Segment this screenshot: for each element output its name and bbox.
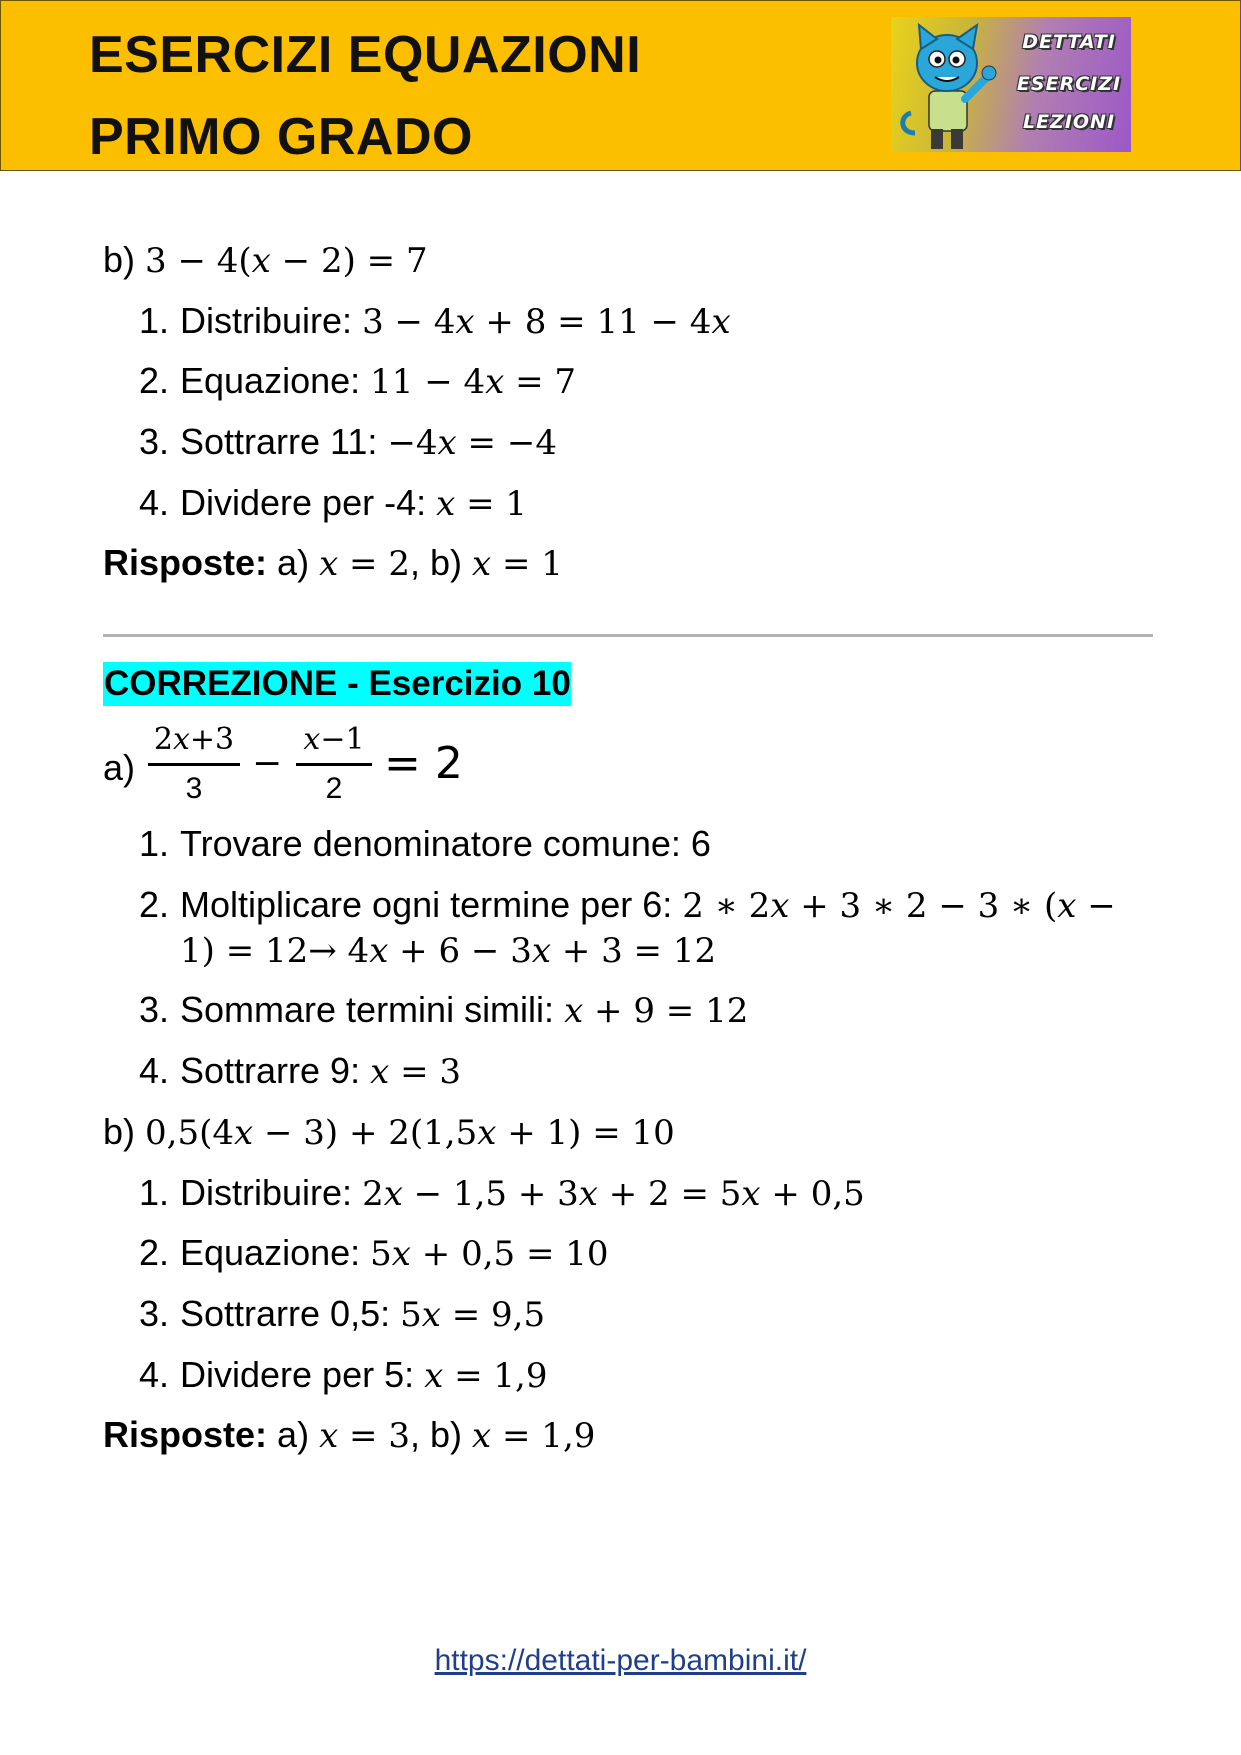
step-number: 1. xyxy=(139,1172,170,1213)
logo-word-lezioni: LEZIONI xyxy=(1022,111,1116,133)
logo-word-dettati: DETTATI xyxy=(1022,31,1116,53)
step-item xyxy=(180,988,748,1033)
step-number: 2. xyxy=(139,360,170,401)
step-number: 4. xyxy=(139,1354,170,1395)
step-number: 3. xyxy=(139,421,170,462)
step-number: 3. xyxy=(139,1293,170,1334)
step-label: Sottrarre 9: xyxy=(180,1050,361,1091)
page-title-line-1: ESERCIZI EQUAZIONI xyxy=(89,26,642,84)
step-item xyxy=(180,1292,545,1337)
step-math: 5𝑥 + 0,5 = 10 xyxy=(370,1234,609,1274)
step-math: 2 ∗ 2𝑥 + 3 ∗ 2 − 3 ∗ (𝑥 − xyxy=(682,886,1116,926)
section-heading: CORREZIONE - Esercizio 10 xyxy=(103,662,571,706)
step-label: Sottrarre 0,5: xyxy=(180,1293,391,1334)
step-math: 3 − 4𝑥 + 8 = 11 − 4𝑥 xyxy=(362,302,731,342)
step-label: Equazione: xyxy=(180,1232,361,1273)
problem-b-equation: 3 − 4(𝑥 − 2) = 7 xyxy=(145,241,428,281)
answer-b-label: , b) xyxy=(410,542,463,583)
answers-line-2 xyxy=(103,1413,595,1458)
cat-mascot-icon xyxy=(895,21,1007,151)
fraction-2-denominator: 2 xyxy=(325,772,343,805)
step-number: 2. xyxy=(139,884,170,925)
step-item xyxy=(180,1171,865,1216)
fraction-1-bar xyxy=(148,763,240,766)
step-item xyxy=(180,822,711,866)
step-number: 4. xyxy=(139,1050,170,1091)
answer-a-label: a) xyxy=(277,1414,310,1455)
section-divider xyxy=(103,634,1153,637)
step-label: Dividere per -4: xyxy=(180,482,427,523)
step-math: 11 − 4𝑥 = 7 xyxy=(370,362,577,402)
page-header xyxy=(0,0,1241,171)
problem-b-line xyxy=(103,238,428,283)
answer-a-label: a) xyxy=(277,542,310,583)
fraction-2-bar xyxy=(296,763,372,766)
answer-a-math: 𝑥 = 3 xyxy=(319,1416,410,1456)
step-math: −4𝑥 = −4 xyxy=(387,423,557,463)
answer-b-label: , b) xyxy=(410,1414,463,1455)
step-math: 𝑥 + 9 = 12 xyxy=(564,991,749,1031)
step-number: 4. xyxy=(139,482,170,523)
answers-label: Risposte: xyxy=(103,1414,268,1455)
step-math: 𝑥 = 1,9 xyxy=(424,1356,548,1396)
step-item xyxy=(180,1353,547,1398)
step-math: 𝑥 = 1 xyxy=(436,484,528,524)
step-math: 5𝑥 = 9,5 xyxy=(400,1295,546,1335)
step-number: 1. xyxy=(139,300,170,341)
step-math: 𝑥 = 3 xyxy=(370,1052,462,1092)
step-label: Equazione: xyxy=(180,360,361,401)
step-label: Trovare denominatore comune: 6 xyxy=(180,823,711,864)
answers-label: Risposte: xyxy=(103,542,268,583)
problem-b-label: b) xyxy=(103,239,136,280)
step-number: 2. xyxy=(139,1232,170,1273)
step-label: Sottrarre 11: xyxy=(180,421,378,462)
fraction-1 xyxy=(148,722,240,807)
step-item-continued xyxy=(180,928,716,973)
problem-b2-equation: 0,5(4𝑥 − 3) + 2(1,5𝑥 + 1) = 10 xyxy=(145,1113,675,1153)
step-number: 1. xyxy=(139,823,170,864)
minus-sign: − xyxy=(252,743,283,784)
problem-b2-line xyxy=(103,1110,675,1155)
step-math-continued: 1) = 12→ 4𝑥 + 6 − 3𝑥 + 3 = 12 xyxy=(180,931,717,971)
footer-website-link[interactable]: https://dettati-per-bambini.it/ xyxy=(434,1644,807,1677)
step-label: Dividere per 5: xyxy=(180,1354,415,1395)
fraction-1-denominator: 3 xyxy=(185,772,203,805)
step-item xyxy=(180,359,576,404)
step-label: Sommare termini simili: xyxy=(180,989,555,1030)
step-item xyxy=(180,299,731,344)
answer-a-math: 𝑥 = 2 xyxy=(319,544,410,584)
step-item xyxy=(180,883,1116,928)
answer-b-math: 𝑥 = 1 xyxy=(472,544,563,584)
answers-line-1 xyxy=(103,541,563,586)
step-math: 2𝑥 − 1,5 + 3𝑥 + 2 = 5𝑥 + 0,5 xyxy=(362,1174,865,1214)
fraction-2-numerator: 𝑥−1 xyxy=(303,722,365,757)
step-label: Distribuire: xyxy=(180,300,353,341)
step-label: Moltiplicare ogni termine per 6: xyxy=(180,884,673,925)
step-item xyxy=(180,1049,461,1094)
step-label: Distribuire: xyxy=(180,1172,353,1213)
step-item xyxy=(180,1231,609,1276)
logo-word-esercizi: ESERCIZI xyxy=(1016,73,1122,95)
page-title-line-2: PRIMO GRADO xyxy=(89,108,473,166)
problem-a-label: a) xyxy=(103,747,136,788)
site-logo[interactable] xyxy=(891,17,1131,152)
fraction-1-numerator: 2𝑥+3 xyxy=(153,722,235,757)
equation-rhs: = 2 xyxy=(384,738,463,789)
answer-b-math: 𝑥 = 1,9 xyxy=(472,1416,596,1456)
step-item xyxy=(180,481,527,526)
fraction-2 xyxy=(296,722,372,807)
step-item xyxy=(180,420,557,465)
problem-b2-label: b) xyxy=(103,1111,136,1152)
step-number: 3. xyxy=(139,989,170,1030)
